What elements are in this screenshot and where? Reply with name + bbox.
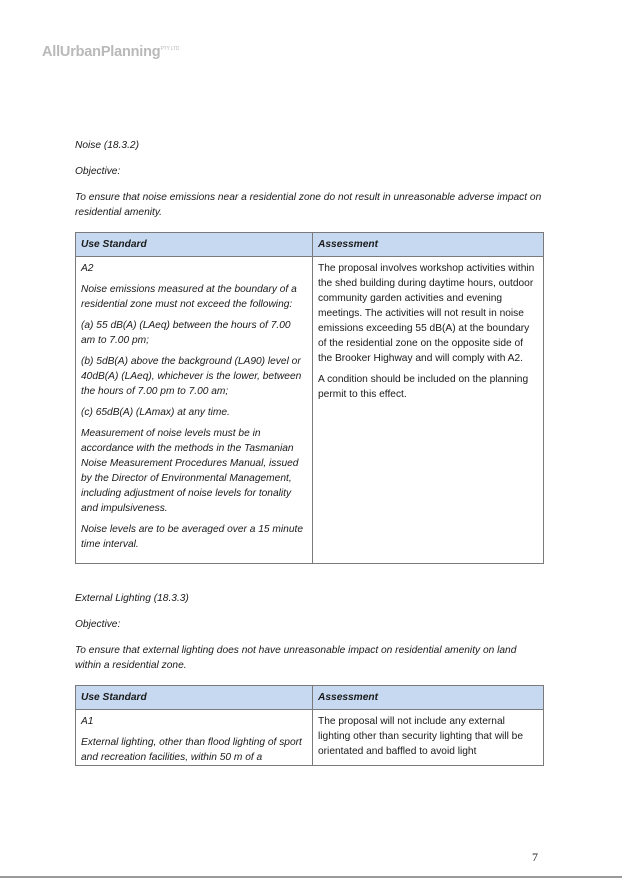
- standard-code: A2: [81, 263, 94, 274]
- use-standard-header: Use Standard: [76, 233, 313, 257]
- standard-code: A1: [81, 716, 94, 727]
- table-row: [76, 257, 544, 564]
- use-standard-header: Use Standard: [76, 686, 313, 710]
- page-number: 7: [532, 850, 538, 864]
- page-bottom-rule: [0, 876, 622, 878]
- page-content: [75, 138, 543, 766]
- lighting-section-heading: External Lighting (18.3.3): [75, 593, 189, 604]
- assessment-paragraph: A condition should be included on the planning permit to this effect.: [318, 374, 529, 400]
- assessment-cell: [313, 710, 544, 766]
- assessment-cell: [313, 257, 544, 564]
- standard-paragraph: (b) 5dB(A) above the background (LA90) level or 40dB(A) (LAeq), whichever is the lower, between the hours of 7.00 pm to 7.00 am;: [81, 356, 302, 397]
- table-header-row: [76, 233, 544, 257]
- use-standard-cell: [76, 710, 313, 766]
- logo-text: AllUrbanPlanning: [42, 44, 161, 60]
- standard-paragraph: Noise emissions measured at the boundary of a residential zone must not exceed the following:: [81, 284, 297, 310]
- assessment-paragraph: The proposal involves workshop activities within the shed building during daytime hours, outdoor community garden activities and evening meetings. The activities will not result in noise emissions exceeding 55 dB(A) at the boundary of the residential zone on the opposite side of the Brooker Highway and will comply with A2.: [318, 263, 535, 364]
- standard-paragraph: Measurement of noise levels must be in accordance with the methods in the Tasmanian Noise Measurement Procedures Manual, issued by the Director of Environmental Management, including adjustment of noise levels for tonality and impulsiveness.: [81, 428, 299, 514]
- assessment-header: Assessment: [313, 233, 544, 257]
- noise-objective-text: To ensure that noise emissions near a residential zone do not result in unreasonable adverse impact on residential amenity.: [75, 192, 542, 218]
- use-standard-cell: [76, 257, 313, 564]
- standard-paragraph: External lighting, other than flood lighting of sport and recreation facilities, within 50 m of a: [81, 737, 302, 763]
- assessment-paragraph: The proposal will not include any external lighting other than security lighting that will be orientated and baffled to avoid light: [318, 716, 523, 757]
- noise-objective-label: Objective:: [75, 166, 121, 177]
- company-logo: [42, 44, 179, 60]
- table-header-row: [76, 686, 544, 710]
- table-row: [76, 710, 544, 766]
- noise-section-heading: Noise (18.3.2): [75, 140, 139, 151]
- lighting-objective-label: Objective:: [75, 619, 121, 630]
- logo-mark: PTY LTD: [160, 46, 180, 53]
- lighting-standard-table: [75, 685, 544, 766]
- assessment-header: Assessment: [313, 686, 544, 710]
- standard-paragraph: (a) 55 dB(A) (LAeq) between the hours of 7.00 am to 7.00 pm;: [81, 320, 291, 346]
- standard-paragraph: (c) 65dB(A) (LAmax) at any time.: [81, 407, 230, 418]
- standard-paragraph: Noise levels are to be averaged over a 15 minute time interval.: [81, 524, 303, 550]
- lighting-objective-text: To ensure that external lighting does not have unreasonable impact on residential amenity on land within a residential zone.: [75, 645, 517, 671]
- noise-standard-table: [75, 232, 544, 564]
